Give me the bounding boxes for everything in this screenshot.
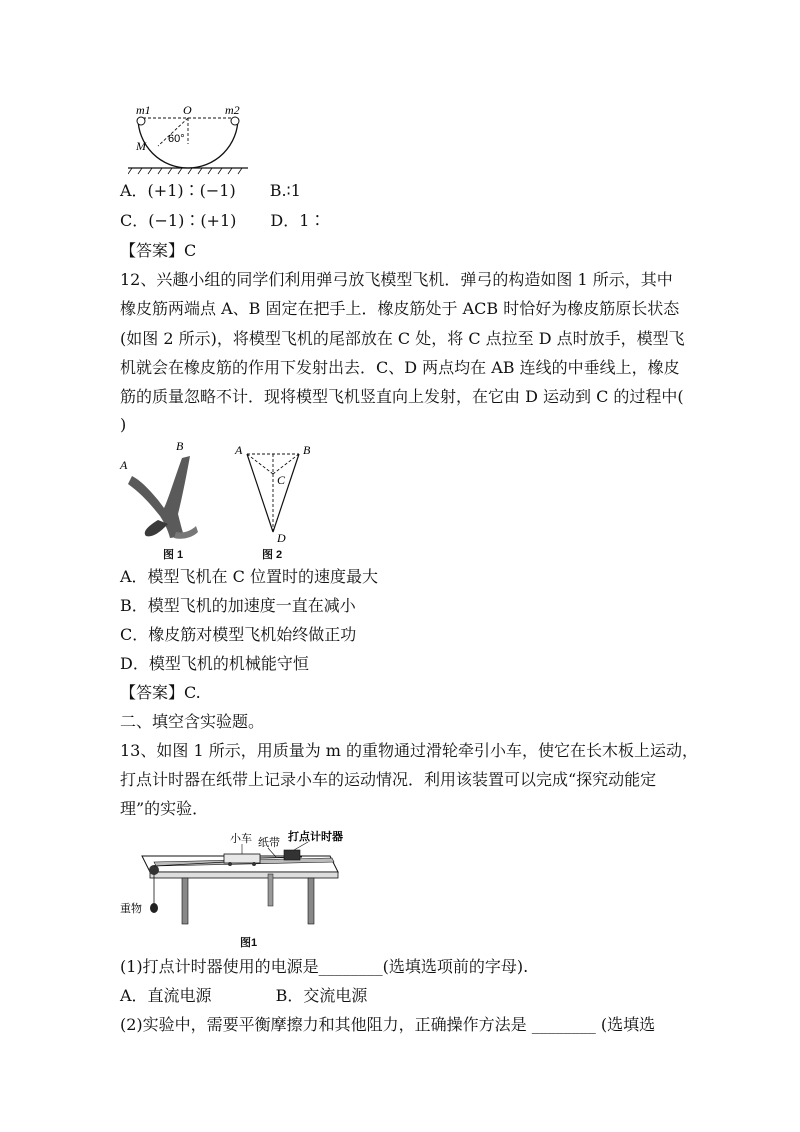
q12-option-d: D．模型飞机的机械能守恒 bbox=[120, 654, 309, 673]
q11-options-row1 bbox=[120, 180, 301, 202]
q12-option-c: C．橡皮筋对模型飞机始终做正功 bbox=[120, 625, 357, 644]
label-m1: m1 bbox=[136, 104, 151, 117]
fig1-caption: 图 1 bbox=[163, 549, 184, 561]
bowl-figure bbox=[128, 104, 248, 180]
q11-option-c: C．(−1)∶(+1) bbox=[120, 211, 237, 230]
q12-stem-line-3: (如图 2 所示)，将模型飞机的尾部放在 C 处，将 C 点拉至 D 点时放手，模型飞 bbox=[120, 329, 685, 348]
q12-stem-line-6: ) bbox=[120, 415, 127, 434]
label-timer: 打点计时器 bbox=[288, 830, 343, 843]
q13-stem-line-1: 13、如图 1 所示，用质量为 m 的重物通过滑轮牵引小车，使它在长木板上运动， bbox=[120, 741, 699, 760]
triangle-label-c: C bbox=[277, 473, 286, 487]
q11-option-d: D．1∶ bbox=[270, 211, 326, 230]
q13-stem-line-3: 理”的实验． bbox=[120, 799, 209, 818]
triangle-label-d: D bbox=[277, 531, 286, 545]
q12-stem-line-5: 筋的质量忽略不计．现将模型飞机竖直向上发射，在它由 D 运动到 C 的过程中( bbox=[120, 387, 684, 406]
slingshot-label-a: A bbox=[120, 458, 128, 472]
q11-option-b: B.∶1 bbox=[269, 181, 301, 200]
label-m2: m2 bbox=[225, 104, 240, 117]
q11-answer: 【答案】C bbox=[120, 241, 197, 260]
slingshot-image bbox=[118, 440, 218, 560]
q12-stem-line-1: 12、兴趣小组的同学们利用弹弓放飞模型飞机．弹弓的构造如图 1 所示，其中 bbox=[120, 270, 673, 289]
section-heading: 二、填空含实验题。 bbox=[120, 712, 265, 731]
q13-stem-line-2: 打点计时器在纸带上记录小车的运动情况．利用该装置可以完成“探究动能定 bbox=[120, 770, 657, 789]
q13-part1-options bbox=[120, 985, 367, 1007]
bowl-diagram bbox=[128, 104, 248, 180]
label-cart: 小车 bbox=[230, 832, 252, 845]
q13-option-a: A．直流电源 bbox=[120, 986, 212, 1005]
q11-options-row2 bbox=[120, 210, 325, 232]
q12-option-a: A．模型飞机在 C 位置时的速度最大 bbox=[120, 567, 378, 586]
triangle-label-a: A bbox=[235, 443, 243, 457]
label-weight: 重物 bbox=[120, 902, 142, 915]
apparatus-caption: 图1 bbox=[240, 937, 258, 949]
q12-option-b: B．模型飞机的加速度一直在减小 bbox=[120, 596, 356, 615]
q13-option-b: B．交流电源 bbox=[275, 986, 368, 1005]
triangle-label-b: B bbox=[303, 443, 311, 457]
apparatus-figure bbox=[118, 828, 348, 948]
label-angle: 60° bbox=[168, 133, 185, 145]
label-tape: 纸带 bbox=[258, 836, 280, 849]
q12-stem-line-2: 橡皮筋两端点 A、B 固定在把手上．橡皮筋处于 ACB 时恰好为橡皮筋原长状态 bbox=[120, 299, 680, 318]
q12-stem-line-4: 机就会在橡皮筋的作用下发射出去．C、D 两点均在 AB 连线的中垂线上，橡皮 bbox=[120, 358, 680, 377]
triangle-diagram bbox=[233, 440, 323, 546]
q12-answer: 【答案】C. bbox=[120, 683, 201, 702]
q13-part1: (1)打点计时器使用的电源是________(选填选项前的字母). bbox=[120, 957, 529, 976]
slingshot-label-b: B bbox=[176, 440, 184, 453]
fig2-caption: 图 2 bbox=[262, 549, 283, 561]
apparatus-diagram bbox=[118, 828, 348, 948]
triangle-figure bbox=[233, 440, 323, 546]
q11-option-a: A．(+1)∶(−1) bbox=[120, 181, 236, 200]
q13-part2: (2)实验中，需要平衡摩擦力和其他阻力，正确操作方法是 ________ (选填选 bbox=[120, 1015, 656, 1034]
slingshot-figure bbox=[118, 440, 218, 560]
label-m: M bbox=[136, 139, 146, 153]
label-o: O bbox=[183, 104, 192, 117]
